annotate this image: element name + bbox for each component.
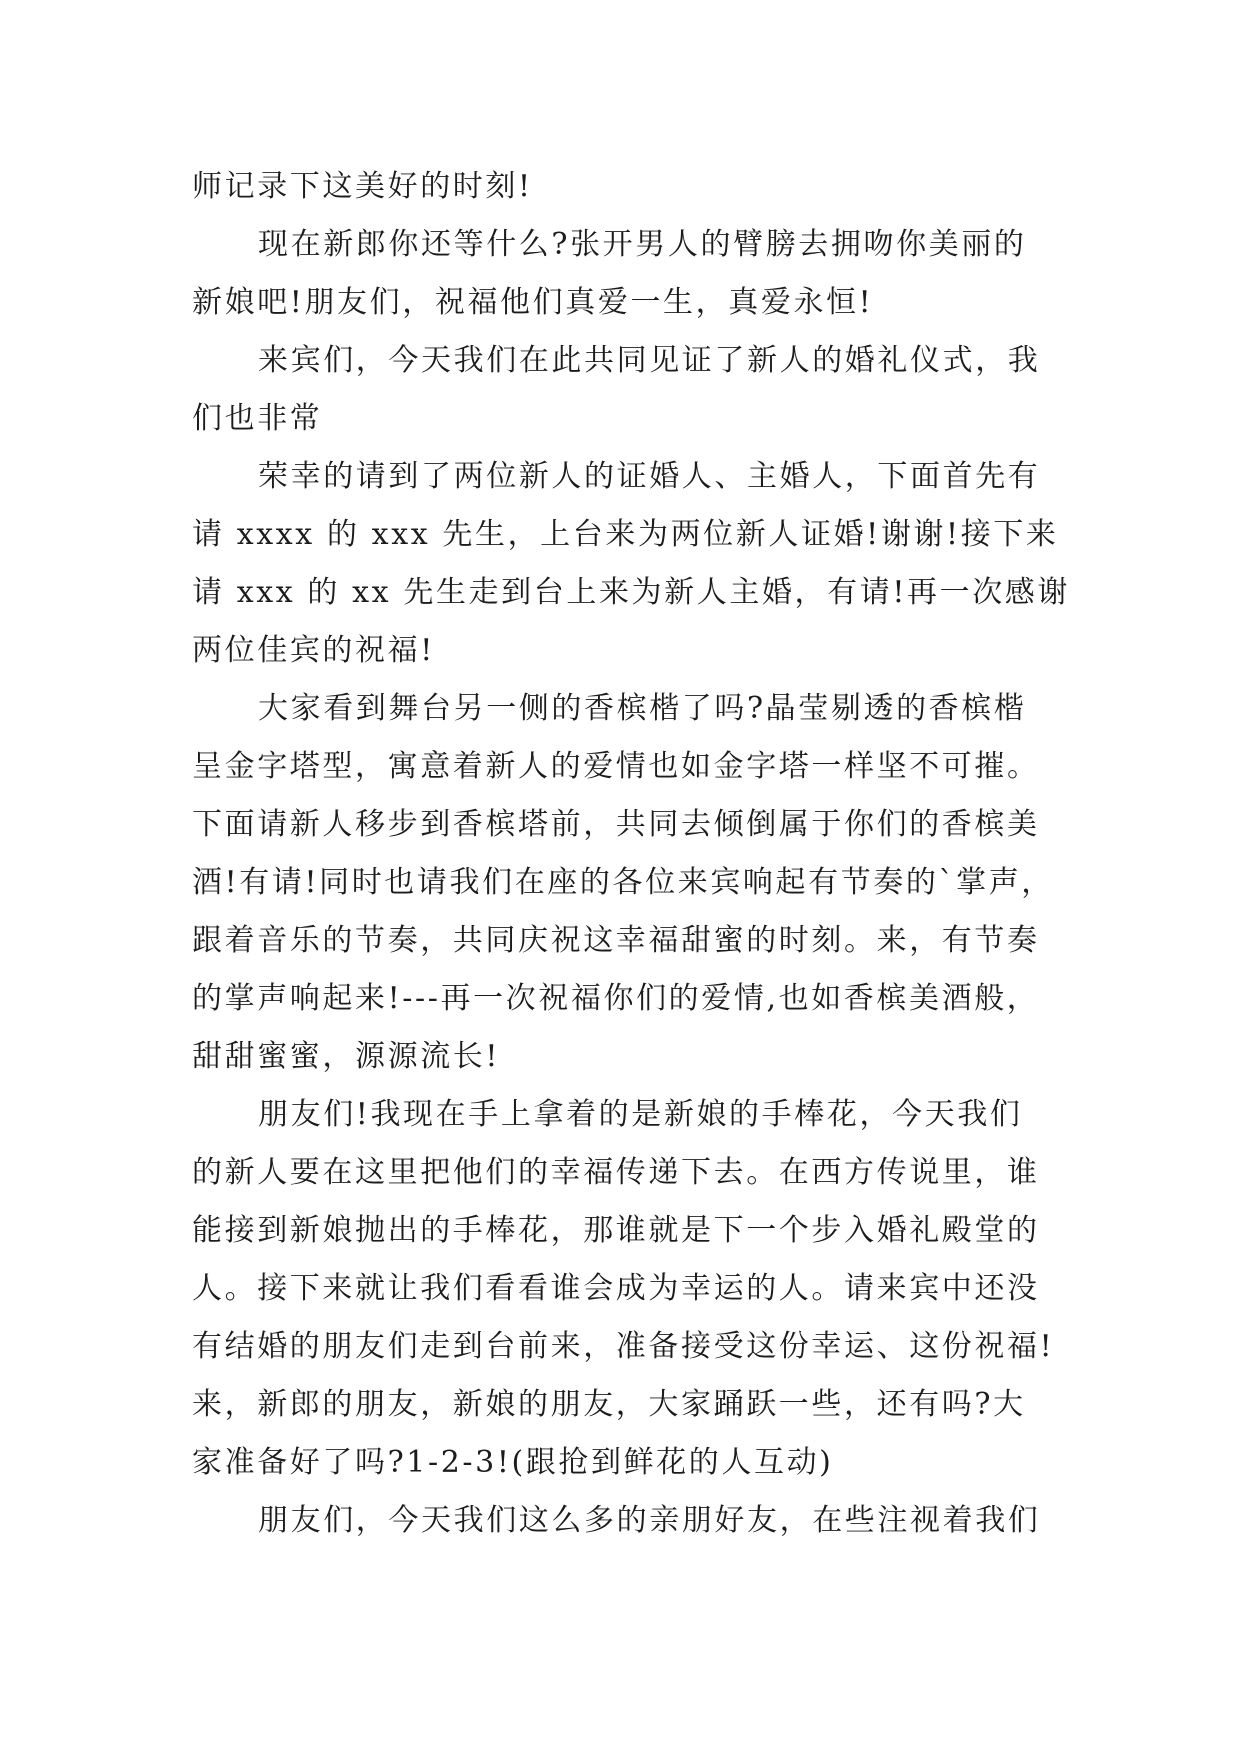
text-line: 跟着音乐的节奏，共同庆祝这幸福甜蜜的时刻。来，有节奏 <box>192 923 1040 958</box>
text-line: 新娘吧!朋友们，祝福他们真爱一生，真爱永恒! <box>192 285 874 320</box>
text-line: 大家看到舞台另一侧的香槟楷了吗?晶莹剔透的香槟楷 <box>258 691 1027 726</box>
text-line: 请 xxxx 的 xxx 先生，上台来为两位新人证婚!谢谢!接下来 <box>192 517 1059 552</box>
text-line: 的新人要在这里把他们的幸福传递下去。在西方传说里，谁 <box>192 1155 1040 1190</box>
text-line: 来宾们，今天我们在此共同见证了新人的婚礼仪式，我 <box>258 343 1041 378</box>
text-line: 人。接下来就让我们看看谁会成为幸运的人。请来宾中还没 <box>192 1271 1040 1306</box>
text-line: 能接到新娘抛出的手棒花，那谁就是下一个步入婚礼殿堂的 <box>192 1213 1040 1248</box>
text-line: 的掌声响起来!---再一次祝福你们的爱情,也如香槟美酒般， <box>192 981 1040 1016</box>
text-line: 两位佳宾的祝福! <box>192 633 435 668</box>
text-line: 有结婚的朋友们走到台前来，准备接受这份幸运、这份祝福! <box>192 1329 1055 1364</box>
text-line: 来，新郎的朋友，新娘的朋友，大家踊跃一些，还有吗?大 <box>192 1387 1026 1422</box>
document-body <box>192 158 1070 1550</box>
text-line: 们也非常 <box>192 401 323 436</box>
text-line: 现在新郎你还等什么?张开男人的臂膀去拥吻你美丽的 <box>258 227 1027 262</box>
text-line: 下面请新人移步到香槟塔前，共同去倾倒属于你们的香槟美 <box>192 807 1040 842</box>
text-line: 呈金字塔型，寓意着新人的爱情也如金字塔一样坚不可摧。 <box>192 749 1040 784</box>
text-line: 请 xxx 的 xx 先生走到台上来为新人主婚，有请!再一次感谢 <box>192 575 1070 610</box>
text-line: 酒!有请!同时也请我们在座的各位来宾响起有节奏的`掌声， <box>192 865 1054 900</box>
text-line: 师记录下这美好的时刻! <box>192 169 533 204</box>
text-line: 荣幸的请到了两位新人的证婚人、主婚人，下面首先有 <box>258 459 1041 494</box>
text-line: 家准备好了吗?1-2-3!(跟抢到鲜花的人互动) <box>192 1445 834 1480</box>
text-line: 甜甜蜜蜜，源源流长! <box>192 1039 501 1074</box>
text-line: 朋友们，今天我们这么多的亲朋好友，在些注视着我们 <box>258 1503 1041 1538</box>
text-line: 朋友们!我现在手上拿着的是新娘的手棒花，今天我们 <box>258 1097 1023 1132</box>
